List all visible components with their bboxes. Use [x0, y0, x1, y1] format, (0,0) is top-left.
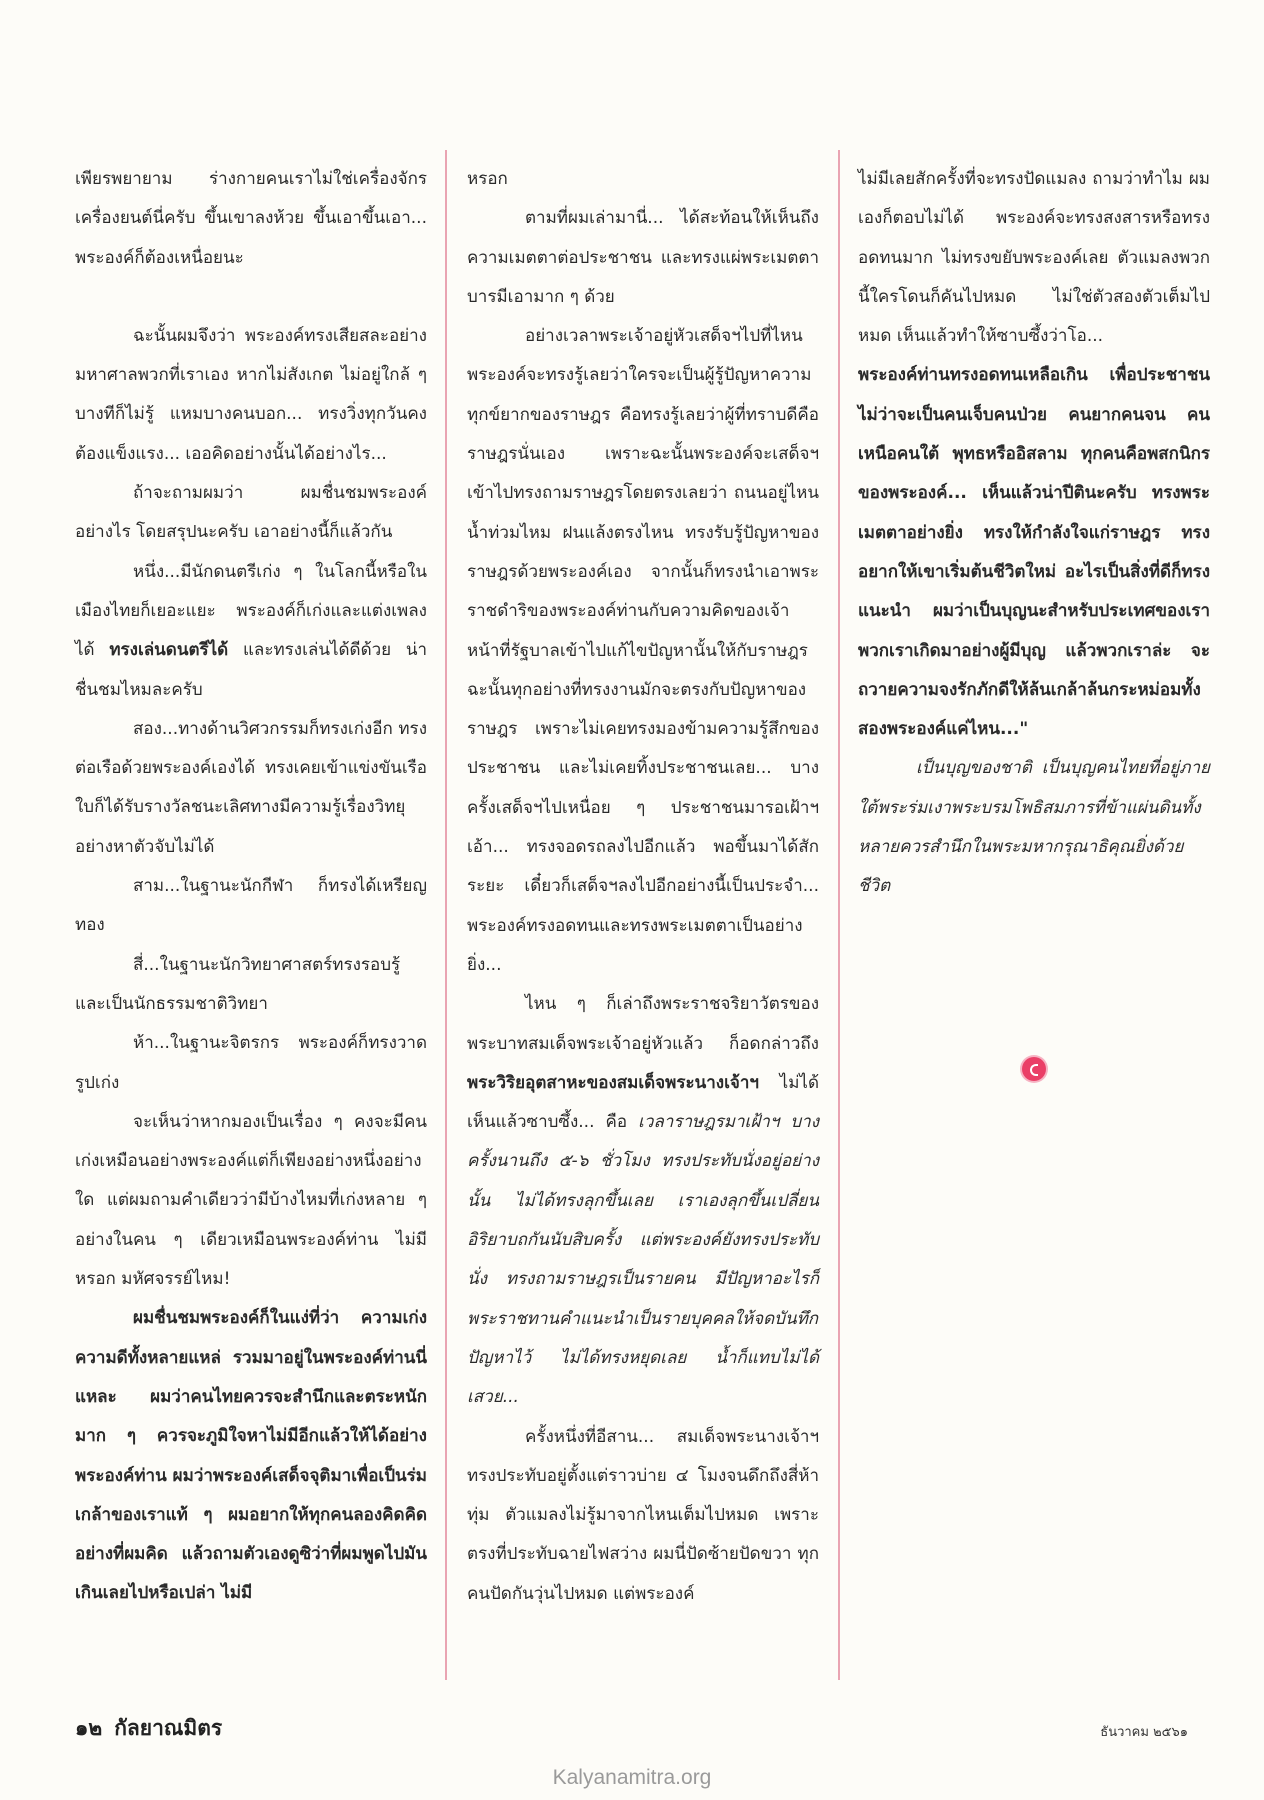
italic-quote: เวลาราษฎรมาเฝ้าฯ บางครั้งนานถึง ๕-๖ ชั่วโมง ทรงประทับนั่งอยู่อย่างนั้น ไม่ได้ทรงลุกขึ้นเลย เราเองลุกขึ้นเปลี่ยนอิริยาบถกันนับสิบครั้ง แต่พระองค์ยังทรงประทับนั่ง ทรงถามราษฎรเป็นรายคน มีปัญหาอะไรก็พระราชทานคำแนะนำเป็นรายบุคคลให้จดบันทึกปัญหาไว้ ไม่ได้ทรงหยุดเลย น้ำก็แทบไม่ได้เสวย... — [467, 1112, 820, 1408]
paragraph-text: ไหน ๆ ก็เล่าถึงพระราชจริยาวัตรของพระบาทสมเด็จพระเจ้าอยู่หัวแล้ว ก็อดกล่าวถึง — [467, 994, 819, 1054]
paragraph: ผมชื่นชมพระองค์ก็ในแง่ที่ว่า ความเก่งความดีทั้งหลายแหล่ รวมมาอยู่ในพระองค์ท่านนี่แหละ ผมว่าคนไทยควรจะสำนึกและตระหนักมาก ๆ ควรจะภูมิใจหาไม่มีอีกแล้วให้ได้อย่างพระองค์ท่าน ผมว่าพระองค์เสด็จจุติมาเพื่อเป็นร่มเกล้าของเราแท้ ๆ ผมอยากให้ทุกคนลองคิดคิดอย่างที่ผมคิด แล้วถามตัวเองดูซิว่าที่ผมพูดไปมันเกินเลยไปหรือเปล่า ไม่มี — [75, 1308, 427, 1604]
column-divider — [445, 150, 447, 1680]
paragraph: ไม่มีเลยสักครั้งที่จะทรงปัดแมลง ถามว่าทำไม ผมเองก็ตอบไม่ได้ พระองค์จะทรงสงสารหรือทรงอดทนมาก ไม่ทรงขยับพระองค์เลย ตัวแมลงพวกนี้ใครโดนก็คันไปหมด ไม่ใช่ตัวสองตัวเต็มไปหมด เห็นแล้วทำให้ซาบซึ้งว่าโอ... — [858, 169, 1210, 347]
magazine-name: กัลยาณมิตร — [114, 1716, 223, 1740]
issue-date: ธันวาคม ๒๕๖๑ — [1100, 1725, 1188, 1740]
paragraph-text: และทรงเล่นได้ดีด้วย น่าชื่นชมไหมละครับ — [75, 640, 428, 700]
end-of-article-bullet-icon — [1022, 1057, 1046, 1081]
paragraph — [467, 985, 819, 1417]
paragraph: ห้า...ในฐานะจิตรกร พระองค์ก็ทรงวาดรูปเก่ง — [75, 1033, 427, 1093]
paragraph-text: ไม่ได้ เห็นแล้วซาบซึ้ง... คือ — [467, 1072, 819, 1133]
paragraph: พระองค์ท่านทรงอดทนเหลือเกิน เพื่อประชาชนไม่ว่าจะเป็นคนเจ็บคนป่วย คนยากคนจน คนเหนือคนใต้ พุทธหรืออิสลาม ทุกคนคือพสกนิกรของพระองค์... เห็นแล้วน่าปีตินะครับ ทรงพระเมตตาอย่างยิ่ง ทรงให้กำลังใจแก่ราษฎร ทรงอยากให้เขาเริ่มต้นชีวิตใหม่ อะไรเป็นสิ่งที่ดีก็ทรงแนะนำ ผมว่าเป็นบุญนะสำหรับประเทศของเรา พวกเราเกิดมาอย่างผู้มีบุญ แล้วพวกเราล่ะ จะถวายความจงรักภักดีให้ล้นเกล้าล้นกระหม่อมทั้งสองพระองค์แค่ไหน..." — [858, 365, 1210, 740]
text-column-3 — [858, 160, 1210, 907]
paragraph — [75, 553, 427, 710]
paragraph: จะเห็นว่าหากมองเป็นเรื่อง ๆ คงจะมีคนเก่งเหมือนอย่างพระองค์แต่ก็เพียงอย่างหนึ่งอย่างใด แต่ผมถามคำเดียวว่ามีบ้างไหมที่เก่งหลาย ๆ อย่างในคน ๆ เดียวเหมือนพระองค์ท่าน ไม่มีหรอก มหัศจรรย์ไหม! — [75, 1111, 427, 1290]
text-column-2 — [467, 160, 819, 1614]
paragraph: ถ้าจะถามผมว่า ผมชื่นชมพระองค์อย่างไร โดยสรุปนะครับ เอาอย่างนี้ก็แล้วกัน — [75, 483, 427, 543]
footer-magazine-label — [75, 1712, 234, 1745]
paragraph: เพียรพยายาม ร่างกายคนเราไม่ใช่เครื่องจักร เครื่องยนต์นี่ครับ ขึ้นเขาลงห้วย ขึ้นเอาขึ้นเอา... พระองค์ก็ต้องเหนื่อยนะ — [75, 169, 427, 268]
watermark: Kalyanamitra.org — [552, 1766, 712, 1789]
emphasis-text: พระวิริยอุตสาหะของสมเด็จพระนางเจ้าฯ — [467, 1072, 759, 1093]
paragraph: หรอก — [467, 169, 508, 189]
text-column-1 — [75, 160, 427, 1614]
paragraph: สอง...ทางด้านวิศวกรรมก็ทรงเก่งอีก ทรงต่อเรือด้วยพระองค์เองได้ ทรงเคยเข้าแข่งขันเรือใบก็ได้รับรางวัลชนะเลิศทางมีความรู้เรื่องวิทยุอย่างหาตัวจับไม่ได้ — [75, 718, 427, 857]
page-number: ๑๒ — [75, 1716, 103, 1740]
bullet-inner-mark — [1030, 1064, 1038, 1076]
paragraph: ฉะนั้นผมจึงว่า พระองค์ทรงเสียสละอย่างมหาศาลพวกที่เราเอง หากไม่สังเกต ไม่อยู่ใกล้ ๆ บางทีก็ไม่รู้ แหมบางคนบอก... ทรงวิ่งทุกวันคงต้องแข็งแรง... เออคิดอย่างนั้นได้อย่างไร... — [75, 325, 427, 464]
paragraph: สาม...ในฐานะนักกีฬา ก็ทรงได้เหรียญทอง — [75, 876, 427, 936]
paragraph-text: หนึ่ง...มีนักดนตรีเก่ง ๆ ในโลกนี้หรือในเมืองไทยก็เยอะแยะ พระองค์ก็เก่งและแต่งเพลงได้ — [75, 561, 427, 661]
column-divider — [838, 150, 840, 1680]
paragraph: สี่...ในฐานะนักวิทยาศาสตร์ทรงรอบรู้และเป็นนักธรรมชาติวิทยา — [75, 954, 401, 1014]
paragraph: ครั้งหนึ่งที่อีสาน... สมเด็จพระนางเจ้าฯทรงประทับอยู่ตั้งแต่ราวบ่าย ๔ โมงจนดึกถึงสี่ห้าทุ่ม ตัวแมลงไม่รู้มาจากไหนเต็มไปหมด เพราะตรงที่ประทับฉายไฟสว่าง ผมนี่ปัดซ้ายปัดขวา ทุกคนปัดกันวุ่นไปหมด แต่พระองค์ — [467, 1426, 819, 1604]
paragraph: ตามที่ผมเล่ามานี่... ได้สะท้อนให้เห็นถึงความเมตตาต่อประชาชน และทรงแผ่พระเมตตาบารมีเอามาก ๆ ด้วย — [467, 208, 819, 307]
closing-italic-paragraph: เป็นบุญของชาติ เป็นบุญคนไทยที่อยู่ภายใต้พระร่มเงาพระบรมโพธิสมภารที่ข้าแผ่นดินทั้งหลายควรสำนึกในพระมหากรุณาธิคุณยิ่งด้วยชีวิต — [858, 758, 1210, 897]
paragraph: อย่างเวลาพระเจ้าอยู่หัวเสด็จฯไปที่ไหน พระองค์จะทรงรู้เลยว่าใครจะเป็นผู้รู้ปัญหาความทุกข์ยากของราษฎร คือทรงรู้เลยว่าผู้ที่ทราบดีคือราษฎรนั่นเอง เพราะฉะนั้นพระองค์จะเสด็จฯเข้าไปทรงถามราษฎรโดยตรงเลยว่า ถนนอยู่ไหน น้ำท่วมไหม ฝนแล้งตรงไหน ทรงรับรู้ปัญหาของราษฎรด้วยพระองค์เอง จากนั้นก็ทรงนำเอาพระราชดำริของพระองค์ท่านกับความคิดของเจ้าหน้าที่รัฐบาลเข้าไปแก้ไขปัญหานั้นให้กับราษฎร ฉะนั้นทุกอย่างที่ทรงงานมักจะตรงกับปัญหาของราษฎร เพราะไม่เคยทรงมองข้ามความรู้สึกของประชาชน และไม่เคยทิ้งประชาชนเลย... บางครั้งเสด็จฯไปเหนื่อย ๆ ประชาชนมารอเฝ้าฯ เอ้า... ทรงจอดรถลงไปอีกแล้ว พอขึ้นมาได้สักระยะ เดี๋ยวก็เสด็จฯลงไปอีกอย่างนี้เป็นประจำ... พระองค์ทรงอดทนและทรงพระเมตตาเป็นอย่างยิ่ง... — [467, 326, 819, 975]
emphasis-text: ทรงเล่นดนตรีได้ — [109, 640, 229, 661]
